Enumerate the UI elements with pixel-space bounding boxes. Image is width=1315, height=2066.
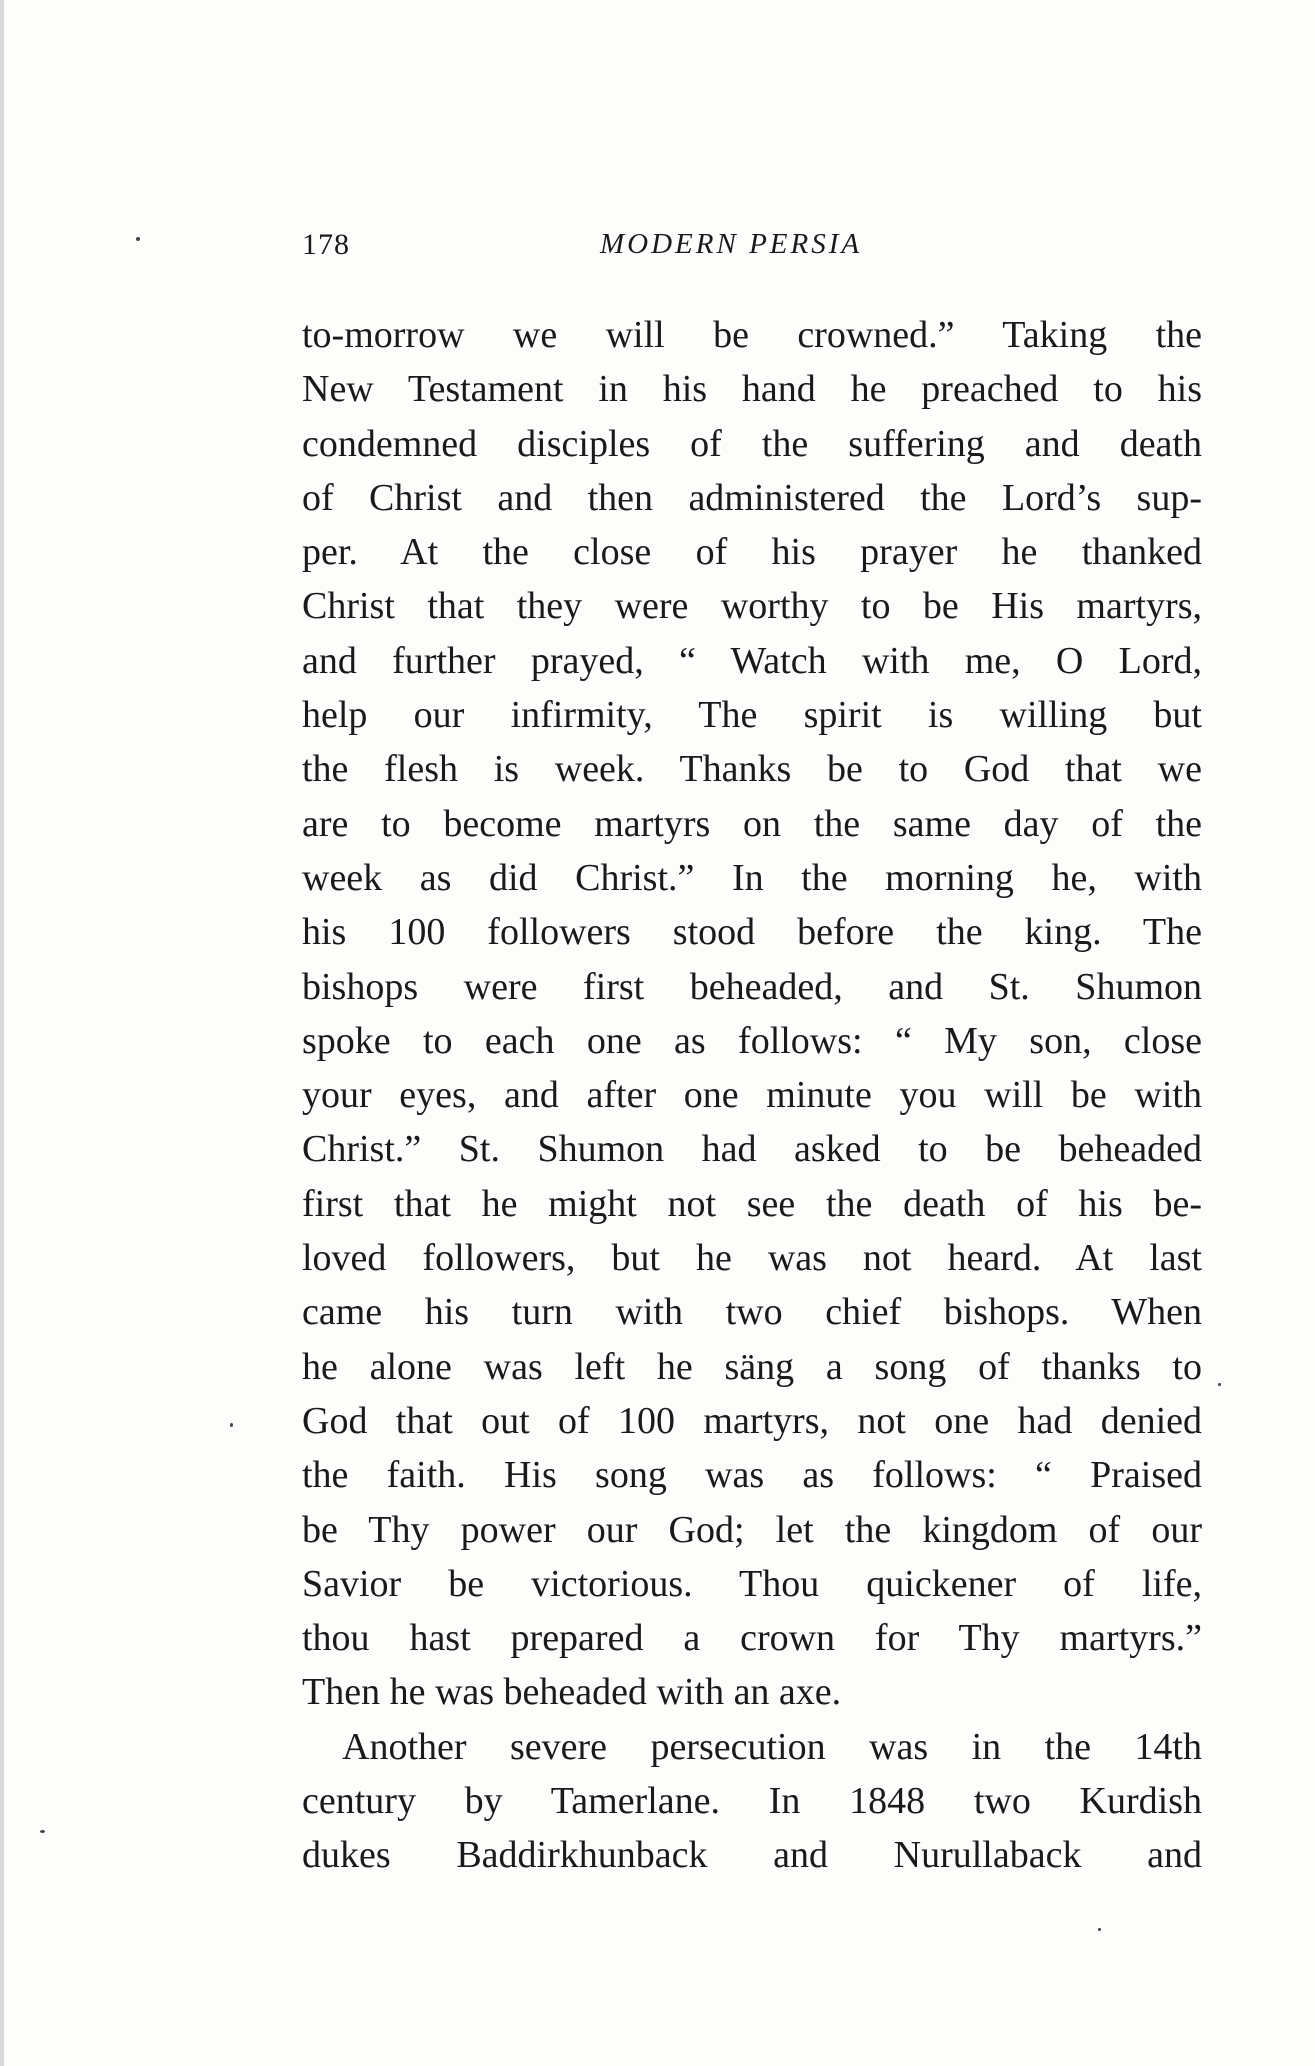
scan-speck <box>1098 1928 1101 1931</box>
running-title: MODERN PERSIA <box>600 228 863 260</box>
text-line: be Thy power our God; let the kingdom of our <box>302 1508 1202 1551</box>
text-line: spoke to each one as follows: “ My son, close <box>302 1019 1202 1062</box>
text-line: Then he was beheaded with an axe. <box>302 1671 842 1714</box>
text-line: Christ.” St. Shumon had asked to be beheaded <box>302 1128 1202 1171</box>
text-line: New Testament in his hand he preached to his <box>302 368 1202 411</box>
text-line: bishops were first beheaded, and St. Shumon <box>302 965 1202 1008</box>
text-line: he alone was left he säng a song of thanks to <box>302 1345 1202 1388</box>
scan-speck <box>136 237 140 241</box>
text-line: God that out of 100 martyrs, not one had denied <box>302 1399 1202 1442</box>
text-line: his 100 followers stood before the king. The <box>302 911 1202 954</box>
text-line: your eyes, and after one minute you will be with <box>302 1074 1202 1117</box>
scan-speck <box>40 1830 45 1833</box>
body-text <box>302 308 1202 1883</box>
page-number: 178 <box>302 228 350 261</box>
text-line: dukes Baddirkhunback and Nurullaback and <box>302 1834 1202 1877</box>
text-line: century by Tamerlane. In 1848 two Kurdish <box>302 1780 1202 1823</box>
text-line: the flesh is week. Thanks be to God that we <box>302 748 1202 791</box>
text-line: of Christ and then administered the Lord’s sup- <box>302 476 1202 519</box>
running-head <box>302 228 1202 268</box>
text-line: first that he might not see the death of his be- <box>302 1182 1202 1225</box>
text-line: help our infirmity, The spirit is willing but <box>302 694 1202 737</box>
text-line: are to become martyrs on the same day of the <box>302 802 1202 845</box>
text-line: Christ that they were worthy to be His martyrs, <box>302 585 1202 628</box>
scan-speck <box>1218 1383 1221 1386</box>
text-line: thou hast prepared a crown for Thy martyrs.” <box>302 1617 1202 1660</box>
text-line: Savior be victorious. Thou quickener of life, <box>302 1562 1202 1605</box>
text-line: loved followers, but he was not heard. At last <box>302 1237 1202 1280</box>
text-line: came his turn with two chief bishops. When <box>302 1291 1202 1334</box>
text-line: per. At the close of his prayer he thanked <box>302 531 1202 574</box>
scan-speck <box>230 1423 233 1427</box>
paragraph-start-line: Another severe persecution was in the 14th <box>342 1725 1202 1768</box>
text-line: week as did Christ.” In the morning he, with <box>302 856 1202 899</box>
text-line: to-morrow we will be crowned.” Taking the <box>302 314 1202 356</box>
text-line: the faith. His song was as follows: “ Praised <box>302 1454 1202 1497</box>
text-line: and further prayed, “ Watch with me, O Lord, <box>302 639 1202 682</box>
text-line: condemned disciples of the suffering and death <box>302 422 1202 465</box>
